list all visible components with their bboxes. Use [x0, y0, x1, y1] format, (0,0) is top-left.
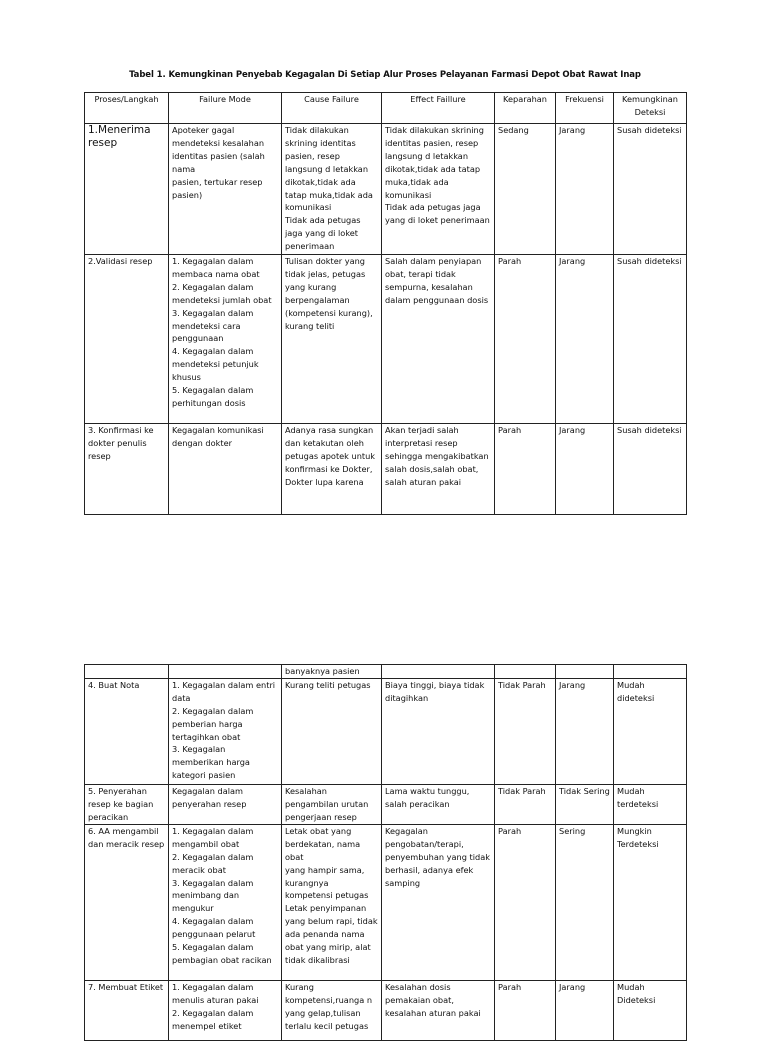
table-cell: 4. Buat Nota [85, 678, 169, 784]
table-cell: Apoteker gagal mendeteksi kesalahan identitas pasien (salah nama pasien, tertukar resep pasien) [169, 124, 282, 255]
table-cell: 1. Kegagalan dalam mengambil obat 2. Kegagalan dalam meracik obat 3. Kegagalan dalam menimbang dan mengukur 4. Kegagalan dalam penggunaan pelarut 5. Kegagalan dalam pembagian obat racikan [169, 824, 282, 980]
table-cell: 6. AA mengambil dan meracik resep [85, 824, 169, 980]
table-cell: Sering [556, 824, 614, 980]
header-cell: Failure Mode [169, 93, 282, 124]
table-row [85, 424, 687, 515]
table-cell: 1.Menerima resep [85, 124, 169, 255]
table-cell: Akan terjadi salah interpretasi resep sehingga mengakibatkan salah dosis,salah obat, salah aturan pakai [382, 424, 495, 515]
table-cell [556, 665, 614, 679]
table-cell [495, 665, 556, 679]
table-cell: Jarang [556, 424, 614, 515]
table-row [85, 678, 687, 784]
table-row [85, 824, 687, 980]
table-cell: Susah dideteksi [614, 255, 687, 424]
table-cell: Letak obat yang berdekatan, nama obat yang hampir sama, kurangnya kompetensi petugas Letak penyimpanan yang belum rapi, tidak ada penanda nama obat yang mirip, alat tidak dikalibrasi [282, 824, 382, 980]
header-cell: Cause Failure [282, 93, 382, 124]
table-cell: Kesalahan dosis pemakaian obat, kesalahan aturan pakai [382, 980, 495, 1040]
table-cell: Kegagalan pengobatan/terapi, penyembuhan yang tidak berhasil, adanya efek samping [382, 824, 495, 980]
header-cell: Proses/Langkah [85, 93, 169, 124]
table-cell: Susah dideteksi [614, 124, 687, 255]
table-cell [614, 665, 687, 679]
table-cell: Kesalahan pengambilan urutan pengerjaan resep [282, 784, 382, 824]
header-cell: Effect Faillure [382, 93, 495, 124]
table-cell: Tidak dilakukan skrining identitas pasien, resep langsung d letakkan dikotak,tidak ada tatap muka,tidak ada komunikasi Tidak ada petugas jaga yang di loket penerimaan [382, 124, 495, 255]
table-cell: Jarang [556, 678, 614, 784]
header-row [85, 93, 687, 124]
table-row [85, 665, 687, 679]
table-cell: Kegagalan komunikasi dengan dokter [169, 424, 282, 515]
table-cell: Parah [495, 824, 556, 980]
header-cell: Frekuensi [556, 93, 614, 124]
table-cell: Sedang [495, 124, 556, 255]
table-cell: Salah dalam penyiapan obat, terapi tidak sempurna, kesalahan dalam penggunaan dosis [382, 255, 495, 424]
table-cell: Kurang kompetensi,ruanga n yang gelap,tulisan terlalu kecil petugas [282, 980, 382, 1040]
table-cell: Tidak dilakukan skrining identitas pasien, resep langsung d letakkan dikotak,tidak ada tatap muka,tidak ada komunikasi Tidak ada petugas jaga yang di loket penerimaan [282, 124, 382, 255]
table-row [85, 255, 687, 424]
table-row [85, 124, 687, 255]
table-cell: 5. Penyerahan resep ke bagian peracikan [85, 784, 169, 824]
table-cell: Tidak Sering [556, 784, 614, 824]
table-cell: Susah dideteksi [614, 424, 687, 515]
table-cell: Tidak Parah [495, 678, 556, 784]
table-cell: Parah [495, 424, 556, 515]
table-cell: Mudah terdeteksi [614, 784, 687, 824]
table-cell: 1. Kegagalan dalam menulis aturan pakai 2. Kegagalan dalam menempel etiket [169, 980, 282, 1040]
table-title: Tabel 1. Kemungkinan Penyebab Kegagalan Di Setiap Alur Proses Pelayanan Farmasi Depot Obat Rawat Inap [129, 70, 641, 80]
table-cell: Mudah dideteksi [614, 678, 687, 784]
table-row [85, 784, 687, 824]
fmea-table-part-1 [84, 92, 687, 515]
table-cell: Lama waktu tunggu, salah peracikan [382, 784, 495, 824]
table-cell: 1. Kegagalan dalam entri data 2. Kegagalan dalam pemberian harga tertagihkan obat 3. Kegagalan memberikan harga kategori pasien [169, 678, 282, 784]
table-row [85, 980, 687, 1040]
table-cell: 3. Konfirmasi ke dokter penulis resep [85, 424, 169, 515]
table-cell: 7. Membuat Etiket [85, 980, 169, 1040]
table-cell: Mungkin Terdeteksi [614, 824, 687, 980]
table-cell: Mudah Dideteksi [614, 980, 687, 1040]
table-cell: banyaknya pasien [282, 665, 382, 679]
table-cell: Jarang [556, 980, 614, 1040]
table-cell [382, 665, 495, 679]
table-cell: Kegagalan dalam penyerahan resep [169, 784, 282, 824]
header-cell: Kemungkinan Deteksi [614, 93, 687, 124]
table-cell: Parah [495, 255, 556, 424]
table-cell: Tidak Parah [495, 784, 556, 824]
table-cell: Jarang [556, 124, 614, 255]
table-cell: 1. Kegagalan dalam membaca nama obat 2. Kegagalan dalam mendeteksi jumlah obat 3. Kegagalan dalam mendeteksi cara penggunaan 4. Kegagalan dalam mendeteksi petunjuk khusus 5. Kegagalan dalam perhitungan dosis [169, 255, 282, 424]
table-cell: Jarang [556, 255, 614, 424]
table-cell: Biaya tinggi, biaya tidak ditagihkan [382, 678, 495, 784]
fmea-table-part-2 [84, 664, 687, 1041]
table-cell [169, 665, 282, 679]
table-cell: Tulisan dokter yang tidak jelas, petugas yang kurang berpengalaman (kompetensi kurang), kurang teliti [282, 255, 382, 424]
table-cell: Parah [495, 980, 556, 1040]
table-cell: 2.Validasi resep [85, 255, 169, 424]
header-cell: Keparahan [495, 93, 556, 124]
table-cell [85, 665, 169, 679]
table-cell: Adanya rasa sungkan dan ketakutan oleh petugas apotek untuk konfirmasi ke Dokter, Dokter lupa karena [282, 424, 382, 515]
table-cell: Kurang teliti petugas [282, 678, 382, 784]
